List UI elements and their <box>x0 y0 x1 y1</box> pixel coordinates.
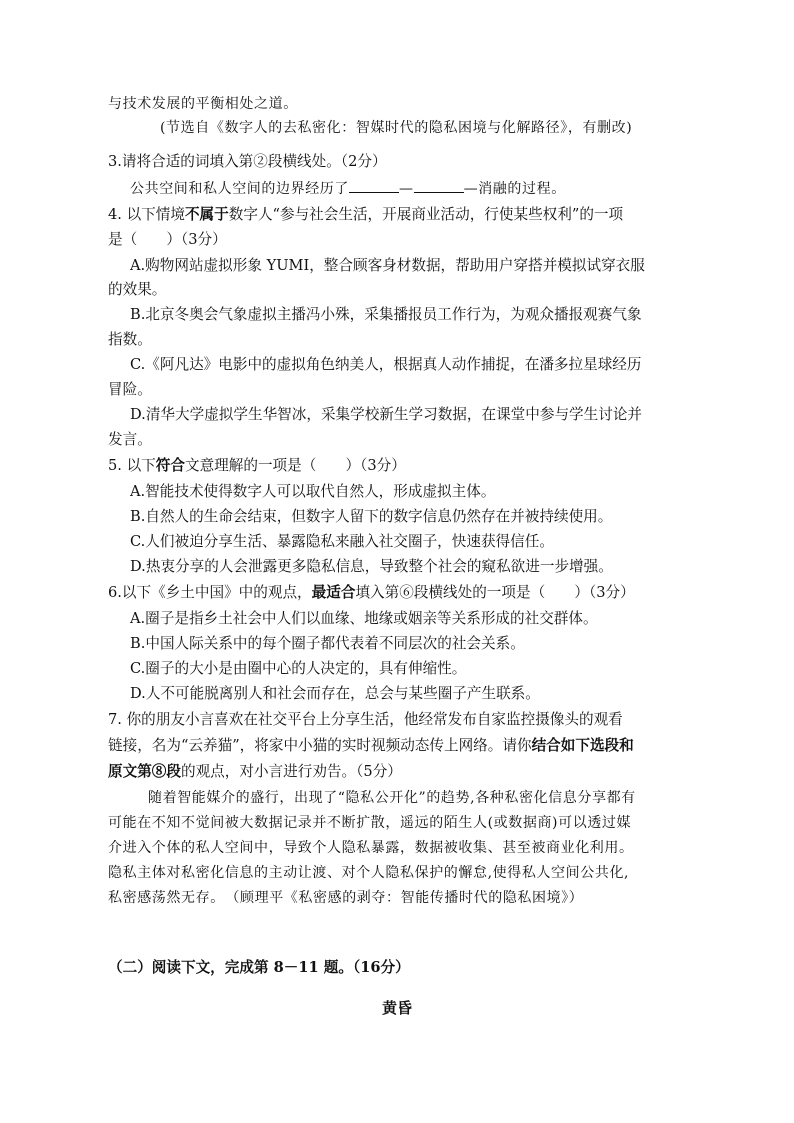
q7-line3-suffix: 的观点，对小言进行劝告。（5分） <box>180 763 402 780</box>
q3-fill-prefix: 公共空间和私人空间的边界经历了 <box>130 181 349 197</box>
q3-blank-2[interactable] <box>414 178 464 193</box>
q6-stem-suffix: 填入第⑥段横线处的一项是（ ）（3分） <box>355 584 635 601</box>
q7-quote-line4: 隐私主体对私密化信息的主动让渡、对个人隐私保护的懈怠,使得私人空间公共化, <box>108 865 630 881</box>
q4-option-d: D.清华大学虚拟学生华智冰，采集学校新生学习数据，在课堂中参与学生讨论并 <box>130 406 643 423</box>
q4-option-c-cont: 冒险。 <box>108 381 152 398</box>
q6-option-a: A.圈子是指乡土社会中人们以血缘、地缘或姻亲等关系形成的社交群体。 <box>130 610 598 627</box>
q4-option-c: C.《阿凡达》电影中的虚拟角色纳美人，根据真人动作捕捉，在潘多拉星球经历 <box>130 356 642 373</box>
section2-heading: （二）阅读下文，完成第 8－11 题。（16分） <box>108 959 410 976</box>
q5-stem-suffix: 文意理解的一项是（ ）（3分） <box>184 457 406 474</box>
q7-quote-line1: 随着智能媒介的盛行，出现了“隐私公开化”的趋势,各种私密化信息分享都有 <box>148 790 636 806</box>
q6-option-c: C.圈子的大小是由圈中心的人决定的，具有伸缩性。 <box>130 660 467 677</box>
q5-option-a: A.智能技术使得数字人可以取代自然人，形成虚拟主体。 <box>130 483 496 500</box>
q6-stem-keyword: 最适合 <box>311 584 356 601</box>
q3-fill-suffix: —消融的过程。 <box>463 181 566 197</box>
q4-option-b-cont: 指数。 <box>108 331 152 348</box>
q7-quote-line2: 可能在不知不觉间被大数据记录并不断扩散，遥远的陌生人(或数据商)可以透过媒 <box>108 815 632 831</box>
q5-stem <box>108 456 406 476</box>
q7-line2-keyword: 结合如下选段和 <box>531 737 634 754</box>
section2-passage-title: 黄昏 <box>381 999 412 1017</box>
q5-option-b: B.自然人的生命会结束，但数字人留下的数字信息仍然存在并被持续使用。 <box>130 508 613 525</box>
q4-stem-suffix: 数字人“参与社会生活，开展商业活动，行使某些权利”的一项 <box>228 206 624 223</box>
q4-stem-line2: 是（ ）（3分） <box>108 231 227 248</box>
q3-stem: 3.请将合适的词填入第②段横线处。（2分） <box>108 153 387 170</box>
q7-stem-line2 <box>108 736 634 756</box>
q7-stem-line3 <box>108 762 402 782</box>
q4-stem <box>108 205 623 225</box>
q7-quote-line3: 介进入个体的私人空间中，导致个人隐私暴露，数据被收集、甚至被商业化利用。 <box>108 840 634 856</box>
q5-stem-prefix: 5. 以下 <box>108 457 156 474</box>
q5-option-c: C.人们被迫分享生活、暴露隐私来融入社交圈子，快速获得信任。 <box>130 533 554 550</box>
q4-option-b: B.北京冬奥会气象虚拟主播冯小殊，采集播报员工作行为，为观众播报观赛气象 <box>130 306 642 323</box>
q5-stem-keyword: 符合 <box>155 457 185 474</box>
q7-quote-line5: 私密感荡然无存。 （顾理平《私密感的剥夺：智能传播时代的隐私困境》） <box>108 890 584 906</box>
q3-blank-1[interactable] <box>349 178 399 193</box>
passage-source: (节选自《数字人的去私密化：智媒时代的隐私困境与化解路径》，有删改) <box>160 120 633 136</box>
q6-option-d: D.人不可能脱离别人和社会而存在，总会与某些圈子产生联系。 <box>130 685 540 702</box>
q5-option-d: D.热衷分享的人会泄露更多隐私信息，导致整个社会的窥私欲进一步增强。 <box>130 558 613 575</box>
passage-last-line: 与技术发展的平衡相处之道。 <box>108 96 298 112</box>
q6-option-b: B.中国人际关系中的每个圈子都代表着不同层次的社会关系。 <box>130 635 525 652</box>
q6-stem <box>108 583 635 603</box>
q7-line3-keyword: 原文第⑧段 <box>108 763 181 780</box>
q4-stem-prefix: 4. 以下情境 <box>108 206 185 223</box>
q4-option-a: A.购物网站虚拟形象 YUMI，整合顾客身材数据，帮助用户穿搭并模拟试穿衣服 <box>130 257 645 274</box>
q3-dash: — <box>399 181 414 197</box>
q4-stem-keyword: 不属于 <box>184 206 229 223</box>
q6-stem-prefix: 6.以下《乡土中国》中的观点， <box>108 584 312 601</box>
q7-stem-line1: 7. 你的朋友小言喜欢在社交平台上分享生活，他经常发布自家监控摄像头的观看 <box>108 711 623 728</box>
q3-fill-line <box>130 178 566 199</box>
q4-option-a-cont: 的效果。 <box>108 281 167 298</box>
q7-line2-prefix: 链接，名为“云养猫”，将家中小猫的实时视频动态传上网络。请你 <box>108 737 532 754</box>
q4-option-d-cont: 发言。 <box>108 431 152 448</box>
